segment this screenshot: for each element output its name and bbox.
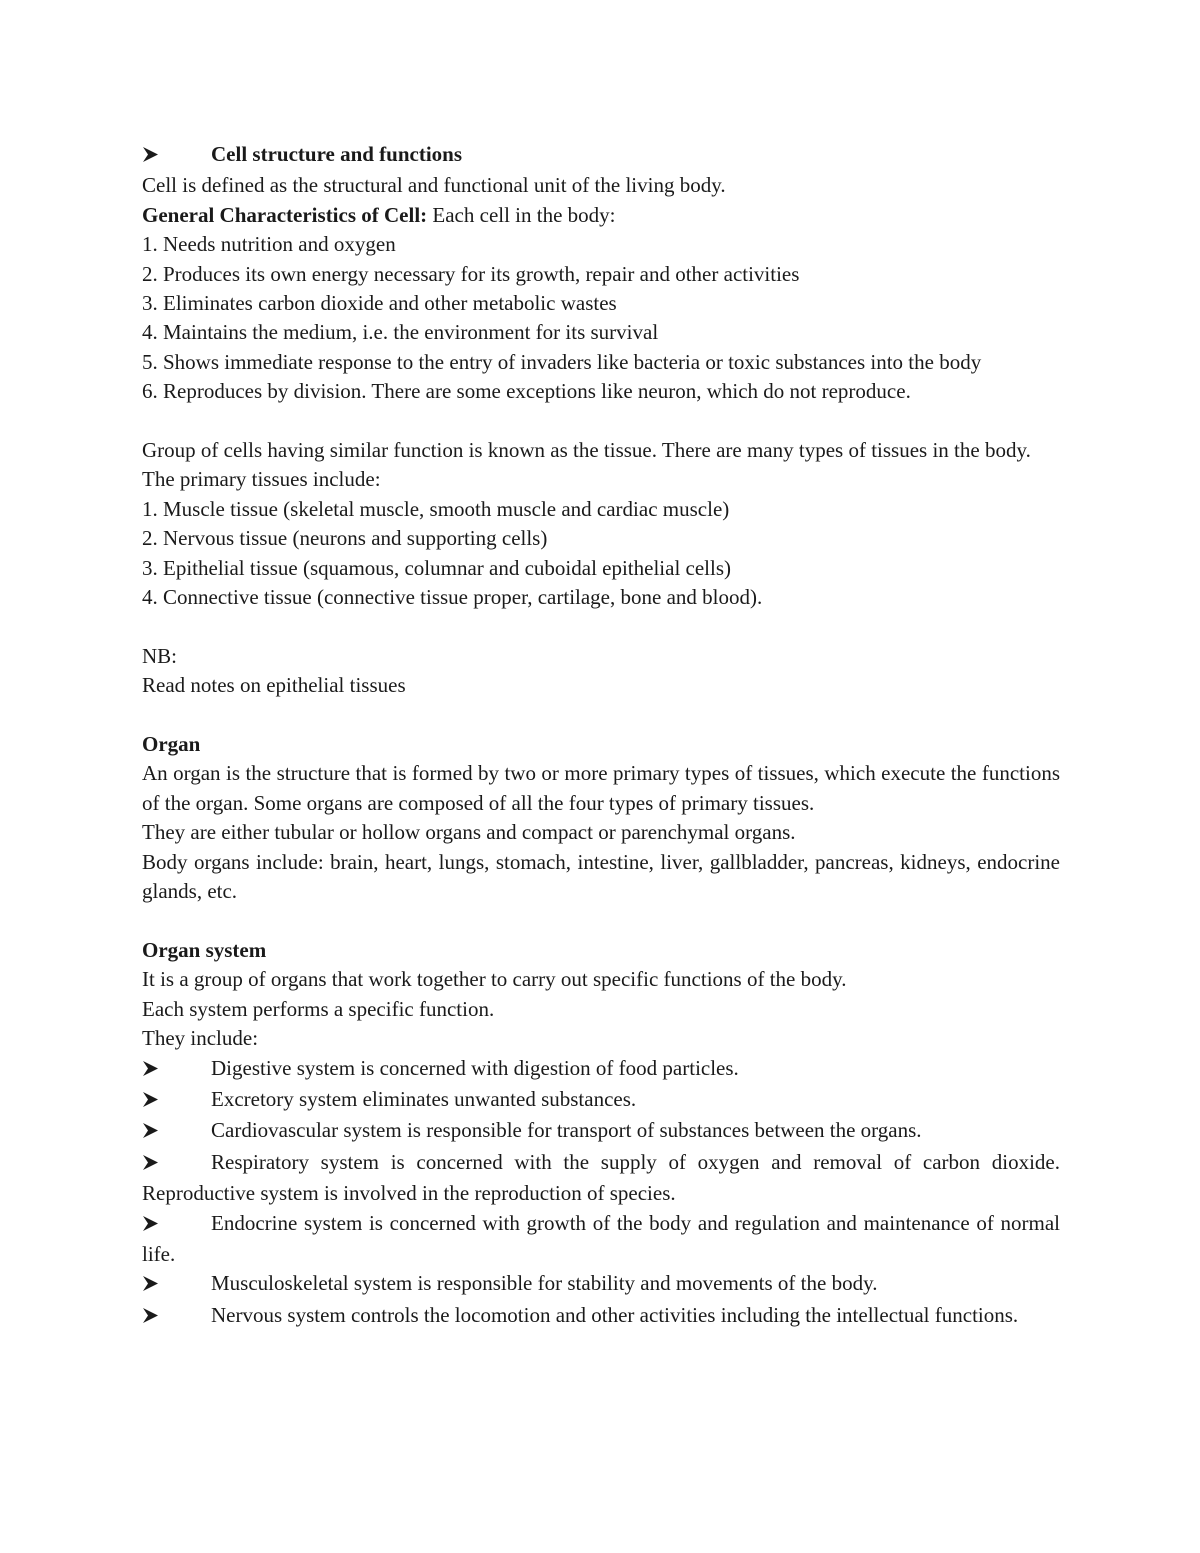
organ-paragraph: An organ is the structure that is formed by two or more primary types of tissues, which execute the functions of the organ. Some organs are composed of all the four types of primary tissues. [142, 761, 1060, 815]
organ-paragraph: They are either tubular or hollow organs and compact or parenchymal organs. [142, 820, 796, 845]
tissue-item: 4. Connective tissue (connective tissue proper, cartilage, bone and blood). [142, 585, 763, 610]
organ-system-bullet [142, 1301, 1060, 1332]
cell-definition: Cell is defined as the structural and functional unit of the living body. [142, 173, 726, 198]
organ-system-bullet [142, 1085, 1060, 1116]
characteristic-item: 6. Reproduces by division. There are some exceptions like neuron, which do not reproduce. [142, 379, 911, 404]
spacer [142, 907, 1060, 936]
organ-system-line: It is a group of organs that work together to carry out specific functions of the body. [142, 967, 847, 992]
arrowhead-bullet-icon [142, 1271, 211, 1300]
primary-tissues-intro: The primary tissues include: [142, 467, 381, 492]
characteristic-item: 2. Produces its own energy necessary for its growth, repair and other activities [142, 261, 800, 286]
organ-system-bullet-text: Excretory system eliminates unwanted substances. [211, 1086, 637, 1111]
organ-system-bullet [142, 1209, 1060, 1270]
organ-system-title: Organ system [142, 937, 267, 962]
organ-system-bullet [142, 1148, 1060, 1209]
arrowhead-bullet-icon [142, 1056, 211, 1085]
arrowhead-bullet-icon [142, 1211, 211, 1240]
organ-system-line: They include: [142, 1026, 259, 1051]
nb-label: NB: [142, 643, 178, 668]
organ-system-bullet-text: Endocrine system is concerned with growth of the body and regulation and maintenance of normal life. [142, 1210, 1060, 1266]
heading-line [142, 140, 1060, 171]
characteristic-item: 1. Needs nutrition and oxygen [142, 232, 396, 257]
organ-system-bullet-text: Digestive system is concerned with digestion of food particles. [211, 1055, 739, 1080]
characteristic-item: 5. Shows immediate response to the entry of invaders like bacteria or toxic substances into the body [142, 349, 982, 374]
tissue-item: 3. Epithelial tissue (squamous, columnar and cuboidal epithelial cells) [142, 555, 732, 580]
tissue-paragraph: Group of cells having similar function is known as the tissue. There are many types of tissues in the body. [142, 438, 1031, 463]
organ-system-bullet [142, 1054, 1060, 1085]
section-heading: Cell structure and functions [211, 142, 463, 166]
arrowhead-bullet-icon [142, 1150, 211, 1179]
tissue-item: 2. Nervous tissue (neurons and supporting cells) [142, 526, 548, 551]
organ-system-bullet-text: Respiratory system is concerned with the supply of oxygen and removal of carbon dioxide. Reproductive system is involved in the reproduction of species. [142, 1149, 1060, 1206]
organ-title: Organ [142, 732, 201, 757]
organ-system-bullet-text: Nervous system controls the locomotion and other activities including the intellectual functions. [211, 1302, 1019, 1327]
organ-system-line: Each system performs a specific function. [142, 996, 495, 1021]
general-characteristics-intro: Each cell in the body: [427, 202, 616, 227]
organ-system-bullet-text: Cardiovascular system is responsible for transport of substances between the organs. [211, 1118, 922, 1143]
document-page [142, 140, 1060, 1332]
organ-system-bullet-text: Musculoskeletal system is responsible for stability and movements of the body. [211, 1271, 878, 1296]
organ-paragraph: Body organs include: brain, heart, lungs, stomach, intestine, liver, gallbladder, pancreas, kidneys, endocrine glands, etc. [142, 849, 1060, 904]
organ-system-bullet [142, 1269, 1060, 1300]
characteristic-item: 4. Maintains the medium, i.e. the environment for its survival [142, 320, 659, 345]
arrowhead-bullet-icon [142, 1303, 211, 1332]
arrowhead-bullet-icon [142, 1118, 211, 1147]
organ-system-bullet [142, 1116, 1060, 1147]
spacer [142, 701, 1060, 730]
nb-note: Read notes on epithelial tissues [142, 673, 406, 698]
general-characteristics-label: General Characteristics of Cell: [142, 202, 428, 227]
arrowhead-bullet-icon [142, 142, 211, 171]
characteristic-item: 3. Eliminates carbon dioxide and other metabolic wastes [142, 291, 617, 316]
arrowhead-bullet-icon [142, 1087, 211, 1116]
spacer [142, 407, 1060, 436]
tissue-item: 1. Muscle tissue (skeletal muscle, smooth muscle and cardiac muscle) [142, 496, 730, 521]
general-characteristics-line [142, 201, 1060, 230]
spacer [142, 612, 1060, 641]
